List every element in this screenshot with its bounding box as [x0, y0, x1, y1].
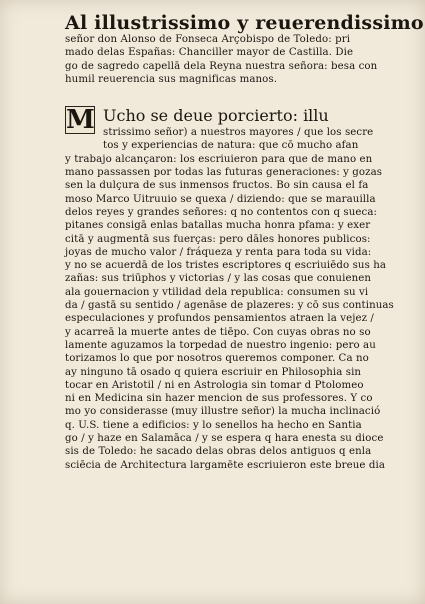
body-line: mano passassen por todas las futuras generaciones: y gozas — [65, 167, 383, 179]
body-line: ni en Medicina sin hazer mencion de sus professores. Y co — [65, 393, 373, 405]
first-line: Ucho se deue porcierto: illu — [103, 106, 329, 126]
dedication-block — [65, 33, 405, 86]
body-line: y acarreā la muerte antes de tiēpo. Con cuyas obras no so — [65, 326, 371, 338]
body-text — [65, 106, 405, 472]
body-line: y trabajo alcançaron: los escriuieron para que de mano en — [65, 153, 373, 165]
body-line: strissimo señor) a nuestros mayores / que los secre — [103, 127, 374, 139]
body-line: citā y augmentā sus fuerças: pero dāles honores publicos: — [65, 233, 371, 245]
body-line: da / gastā su sentido / agenāse de plazeres: y cō sus continuas — [65, 300, 394, 312]
body-line: go / y haze en Salamāca / y se espera q hara enesta su dioce — [65, 433, 384, 445]
body-line: mo yo considerasse (muy illustre señor) la mucha inclinació — [65, 406, 381, 418]
body-line: moso Marco Uitruuio se quexa / diziendo: que se marauilla — [65, 193, 376, 205]
body-line: delos reyes y grandes señores: q no contentos con q sueca: — [65, 206, 378, 218]
page-text — [65, 12, 424, 472]
body-line: zañas: sus triūphos y victorias / y las cosas que conuienen — [65, 273, 372, 285]
body-line: q. U.S. tiene a edificios: y lo senellos ha hecho en Santia — [65, 419, 362, 431]
dedication-line: go de sagredo capellā dela Reyna nuestra señora: besa con — [65, 60, 378, 72]
body-line: tocar en Aristotil / ni en Astrologia sin tomar d Ptolomeo — [65, 379, 364, 391]
body-line: ay ninguno tā osado q quiera escriuir en Philosophia sin — [65, 366, 362, 378]
decorated-initial: M — [66, 105, 95, 136]
body-line: sen la dulçura de sus inmensos fructos. Bo sin causa el fa — [65, 180, 369, 192]
body-line: ala gouernacion y vtilidad dela republica: consumen su vi — [65, 286, 369, 298]
body-line: torizamos lo que por nosotros queremos componer. Ca no — [65, 353, 369, 365]
body-line: joyas de mucho valor / fráqueza y renta para toda su vida: — [65, 246, 372, 258]
dedication-line: mado delas Españas: Chanciller mayor de Castilla. Die — [65, 47, 354, 59]
body-line: y no se acuerdā de los tristes escriptores q escriuiēdo sus ha — [65, 260, 387, 272]
body-line: lamente aguzamos la torpedad de nuestro ingenio: pero au — [65, 339, 376, 351]
body-line: tos y experiencias de natura: que cō mucho afan — [103, 140, 359, 152]
dedication-line: humil reuerencia sus magnificas manos. — [65, 73, 278, 85]
page-title: Al illustrissimo y reuerendissimo — [65, 12, 424, 34]
body-line: sciēcia de Architectura largamēte escriuieron este breue dia — [65, 459, 386, 471]
body-line: sis de Toledo: he sacado delas obras delos antiguos q enla — [65, 446, 372, 458]
body-line: pitanes consigā enlas batallas mucha honra pfama: y exer — [65, 220, 371, 232]
body-line: especulaciones y profundos pensamientos atraen la vejez / — [65, 313, 374, 325]
dedication-line: señor don Alonso de Fonseca Arçobispo de Toledo: pri — [65, 34, 351, 45]
